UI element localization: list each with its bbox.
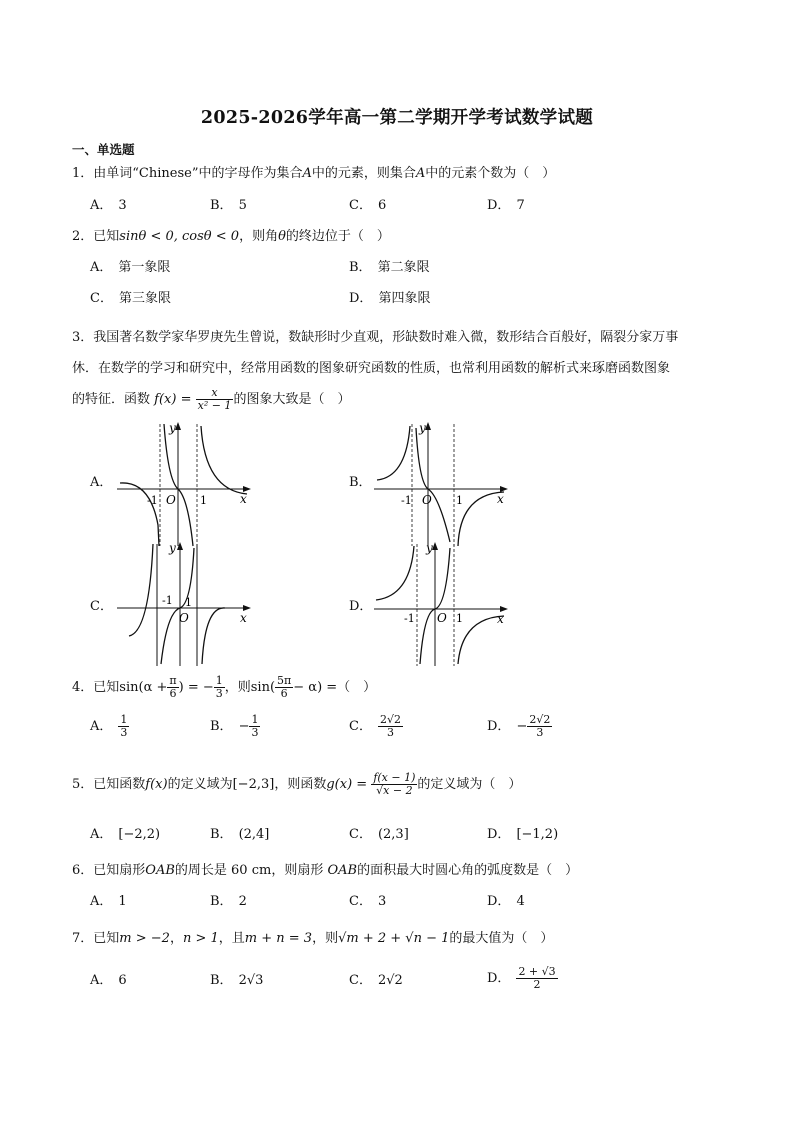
question-text: ，则角 bbox=[239, 229, 279, 244]
frac-num: 1 bbox=[251, 713, 259, 726]
function-name: f(x) = bbox=[154, 392, 192, 407]
option-label: A． bbox=[90, 894, 113, 909]
frac-den: √x − 2 bbox=[376, 784, 413, 797]
frac-1-3 bbox=[214, 675, 225, 700]
condition-m: m > −2 bbox=[119, 931, 170, 946]
option-fraction bbox=[249, 714, 260, 739]
option-value: 第四象限 bbox=[378, 291, 431, 306]
frac-num: 1 bbox=[120, 713, 128, 726]
question-text: 的终边位于（ ） bbox=[285, 229, 390, 244]
option-value: (2,4] bbox=[238, 827, 270, 842]
q3-option-c[interactable] bbox=[90, 598, 113, 616]
option-label: B． bbox=[349, 260, 372, 275]
q1-option-a[interactable] bbox=[90, 197, 127, 215]
q3-option-d[interactable] bbox=[349, 598, 372, 616]
option-label: A． bbox=[90, 827, 113, 842]
option-label: D． bbox=[349, 291, 373, 306]
axis-x-label: x bbox=[497, 492, 504, 506]
question-number: 4． bbox=[72, 680, 94, 695]
option-label: C． bbox=[349, 894, 372, 909]
question-3 bbox=[72, 322, 742, 415]
question-text: ，且 bbox=[218, 931, 245, 946]
graph-d[interactable] bbox=[372, 540, 512, 668]
option-label: C． bbox=[349, 973, 372, 988]
frac-5pi-6 bbox=[275, 675, 293, 700]
option-label: B． bbox=[349, 475, 372, 490]
axis-y-label: y bbox=[169, 541, 176, 555]
question-text: 的面积最大时圆心角的弧度数是（ ） bbox=[357, 863, 579, 878]
question-text: 的定义域为（ ） bbox=[417, 777, 522, 792]
option-label: B． bbox=[210, 198, 233, 213]
sector-name: OAB bbox=[145, 863, 175, 878]
frac-den: 6 bbox=[169, 687, 177, 700]
option-value: 第二象限 bbox=[377, 260, 430, 275]
frac-den: 3 bbox=[386, 726, 394, 739]
function-g: g(x) = bbox=[326, 777, 368, 792]
frac-num: 2 + √3 bbox=[518, 965, 556, 978]
q4-option-d[interactable] bbox=[487, 714, 552, 739]
section-heading: 一、单选题 bbox=[72, 142, 135, 157]
frac-num: 5π bbox=[277, 674, 292, 687]
formula-part: sin( bbox=[250, 680, 276, 695]
frac-num: 2√2 bbox=[379, 713, 401, 726]
axis-x-label: x bbox=[497, 612, 504, 626]
axis-x-label: x bbox=[240, 492, 247, 506]
q5-option-a[interactable] bbox=[90, 826, 160, 844]
frac-den: 3 bbox=[251, 726, 259, 739]
q5-option-d[interactable] bbox=[487, 826, 558, 844]
question-text: 休．在数学的学习和研究中，经常用函数的图象研究函数的性质，也常利用函数的解析式来琢磨函数图象 bbox=[72, 361, 671, 376]
q4-option-a[interactable] bbox=[90, 714, 129, 739]
option-sign: − bbox=[238, 719, 250, 734]
q3-option-a[interactable] bbox=[90, 474, 112, 492]
question-text: 中的元素个数为（ ） bbox=[425, 166, 556, 181]
formula-part: − α) = bbox=[293, 680, 338, 695]
theta: θ bbox=[278, 229, 286, 244]
q4-option-c[interactable] bbox=[349, 714, 403, 739]
axis-y-label: y bbox=[169, 421, 176, 435]
question-text: 由单词“Chinese”中的字母作为集合 bbox=[93, 166, 303, 181]
question-text: 已知扇形 bbox=[93, 863, 146, 878]
q7-option-b[interactable] bbox=[210, 972, 263, 990]
q6-option-d[interactable] bbox=[487, 893, 525, 911]
question-6 bbox=[72, 861, 732, 881]
option-label: D． bbox=[487, 971, 511, 986]
question-text: ，则 bbox=[312, 931, 339, 946]
option-label: C． bbox=[349, 198, 372, 213]
frac-num: 1 bbox=[215, 674, 223, 687]
question-number: 5． bbox=[72, 777, 94, 792]
question-2 bbox=[72, 227, 732, 247]
frac-den: 3 bbox=[536, 726, 544, 739]
graph-a[interactable] bbox=[115, 420, 255, 548]
question-text: 中的元素，则集合 bbox=[311, 166, 416, 181]
axis-y-label: y bbox=[419, 421, 426, 435]
question-4 bbox=[72, 675, 732, 700]
separator: ， bbox=[169, 931, 183, 946]
question-number: 7． bbox=[72, 931, 94, 946]
frac-den: 3 bbox=[120, 726, 128, 739]
option-value: 第三象限 bbox=[118, 291, 171, 306]
q6-option-c[interactable] bbox=[349, 893, 386, 911]
question-text: （ ） bbox=[337, 680, 377, 695]
origin-label: O bbox=[437, 611, 447, 625]
option-label: A． bbox=[90, 719, 113, 734]
q5-option-c[interactable] bbox=[349, 826, 409, 844]
question-text: 的最大值为（ ） bbox=[449, 931, 554, 946]
question-5 bbox=[72, 772, 732, 797]
frac-pi-6 bbox=[167, 675, 178, 700]
q1-option-b[interactable] bbox=[210, 197, 247, 215]
q4-option-b[interactable] bbox=[210, 714, 260, 739]
option-label: D． bbox=[487, 827, 511, 842]
frac-num: π bbox=[169, 674, 177, 687]
frac-den: 2 bbox=[533, 978, 541, 991]
option-label: C． bbox=[349, 827, 372, 842]
frac-den: 3 bbox=[215, 687, 223, 700]
frac-den: x² − 1 bbox=[197, 399, 232, 412]
option-label: C． bbox=[90, 599, 113, 614]
question-number: 1． bbox=[72, 166, 94, 181]
question-text: 已知函数 bbox=[93, 777, 146, 792]
question-number: 6． bbox=[72, 863, 94, 878]
domain-value: [−2,3] bbox=[232, 777, 275, 792]
question-number: 3． bbox=[72, 330, 94, 345]
frac-num: 2√2 bbox=[529, 713, 551, 726]
option-fraction bbox=[118, 714, 129, 739]
condition-n: n > 1 bbox=[182, 931, 219, 946]
graph-b[interactable] bbox=[372, 420, 512, 548]
option-label: B． bbox=[210, 894, 233, 909]
option-value: 6 bbox=[118, 973, 127, 988]
frac-num: x bbox=[196, 387, 234, 400]
q2-option-a[interactable] bbox=[90, 259, 170, 277]
q6-option-a[interactable] bbox=[90, 893, 127, 911]
q2-option-b[interactable] bbox=[349, 259, 430, 277]
question-text: 的特征．函数 bbox=[72, 392, 151, 407]
formula-part: ) = − bbox=[178, 680, 214, 695]
question-text: ，则函数 bbox=[274, 777, 327, 792]
q3-option-b[interactable] bbox=[349, 474, 372, 492]
option-label: D． bbox=[487, 719, 511, 734]
tick-pos1: 1 bbox=[185, 596, 192, 609]
tick-pos1: 1 bbox=[456, 494, 463, 507]
question-text: 的周长是 60 cm，则扇形 bbox=[174, 863, 324, 878]
tick-pos1: 1 bbox=[456, 612, 463, 625]
question-number: 2． bbox=[72, 229, 94, 244]
option-value: 3 bbox=[377, 894, 387, 909]
origin-label: O bbox=[179, 611, 189, 625]
q1-option-c[interactable] bbox=[349, 197, 386, 215]
option-label: A． bbox=[90, 973, 113, 988]
tick-pos1: 1 bbox=[200, 494, 207, 507]
option-label: D． bbox=[349, 599, 373, 614]
origin-label: O bbox=[422, 493, 432, 507]
option-value: 3 bbox=[118, 198, 127, 213]
option-value: 2 bbox=[238, 894, 247, 909]
option-value: (2,3] bbox=[377, 827, 409, 842]
option-fraction bbox=[527, 714, 552, 739]
graph-c[interactable] bbox=[115, 540, 255, 668]
q2-option-c[interactable] bbox=[90, 290, 171, 308]
formula-part: sin(α + bbox=[119, 680, 168, 695]
option-label: D． bbox=[487, 198, 511, 213]
axis-y-label: y bbox=[426, 541, 433, 555]
q6-option-b[interactable] bbox=[210, 893, 247, 911]
q7-option-a[interactable] bbox=[90, 972, 127, 990]
tick-neg1: -1 bbox=[404, 612, 415, 625]
function-fraction bbox=[196, 387, 234, 412]
option-label: C． bbox=[349, 719, 372, 734]
option-fraction bbox=[516, 966, 557, 991]
option-label: A． bbox=[90, 198, 113, 213]
option-label: C． bbox=[90, 291, 113, 306]
q2-option-d[interactable] bbox=[349, 290, 430, 308]
frac-den: 6 bbox=[280, 687, 288, 700]
q7-option-c[interactable] bbox=[349, 972, 403, 990]
option-value: 2√3 bbox=[238, 973, 264, 988]
option-value: 第一象限 bbox=[118, 260, 171, 275]
question-text: ，则 bbox=[224, 680, 251, 695]
question-text: 的图象大致是（ ） bbox=[233, 392, 351, 407]
option-fraction bbox=[378, 714, 403, 739]
condition-sum: m + n = 3 bbox=[244, 931, 313, 946]
option-label: B． bbox=[210, 719, 233, 734]
question-text: 已知 bbox=[93, 229, 120, 244]
question-7 bbox=[72, 929, 732, 949]
sector-name: OAB bbox=[327, 863, 358, 878]
tick-neg1: -1 bbox=[401, 494, 412, 507]
option-label: A． bbox=[90, 475, 113, 490]
question-1 bbox=[72, 164, 732, 184]
set-var: A bbox=[302, 166, 312, 181]
option-label: D． bbox=[487, 894, 511, 909]
option-value: 5 bbox=[238, 198, 247, 213]
question-line bbox=[72, 384, 742, 415]
option-label: B． bbox=[210, 973, 233, 988]
g-fraction bbox=[371, 772, 417, 797]
option-value: 6 bbox=[377, 198, 387, 213]
axis-x-label: x bbox=[240, 611, 247, 625]
expression: √m + 2 + √n − 1 bbox=[338, 931, 450, 946]
question-text: 的定义域为 bbox=[167, 777, 233, 792]
question-text: 我国著名数学家华罗庚先生曾说，数缺形时少直观，形缺数时难入微，数形结合百般好，隔裂分家万事 bbox=[93, 330, 679, 345]
origin-label: O bbox=[166, 493, 176, 507]
frac-num: f(x − 1) bbox=[373, 771, 416, 784]
tick-neg1: -1 bbox=[147, 494, 158, 507]
option-value: 4 bbox=[516, 894, 525, 909]
option-value: [−2,2) bbox=[118, 827, 161, 842]
page-title: 2025-2026学年高一第二学期开学考试数学试题 bbox=[200, 108, 594, 128]
condition: sinθ < 0, cosθ < 0 bbox=[119, 229, 240, 244]
option-value: [−1,2) bbox=[516, 827, 559, 842]
question-text: 已知 bbox=[93, 931, 120, 946]
q1-option-d[interactable] bbox=[487, 197, 525, 215]
option-value: 7 bbox=[516, 198, 525, 213]
option-label: B． bbox=[210, 827, 233, 842]
q5-option-b[interactable] bbox=[210, 826, 269, 844]
q7-option-d[interactable] bbox=[487, 966, 558, 991]
function-f: f(x) bbox=[145, 777, 168, 792]
option-value: 1 bbox=[118, 894, 127, 909]
set-var: A bbox=[415, 166, 426, 181]
question-text: 已知 bbox=[93, 680, 120, 695]
option-label: A． bbox=[90, 260, 113, 275]
option-value: 2√2 bbox=[377, 973, 403, 988]
tick-neg1: -1 bbox=[162, 594, 173, 607]
question-line bbox=[72, 322, 742, 353]
option-sign: − bbox=[516, 719, 528, 734]
